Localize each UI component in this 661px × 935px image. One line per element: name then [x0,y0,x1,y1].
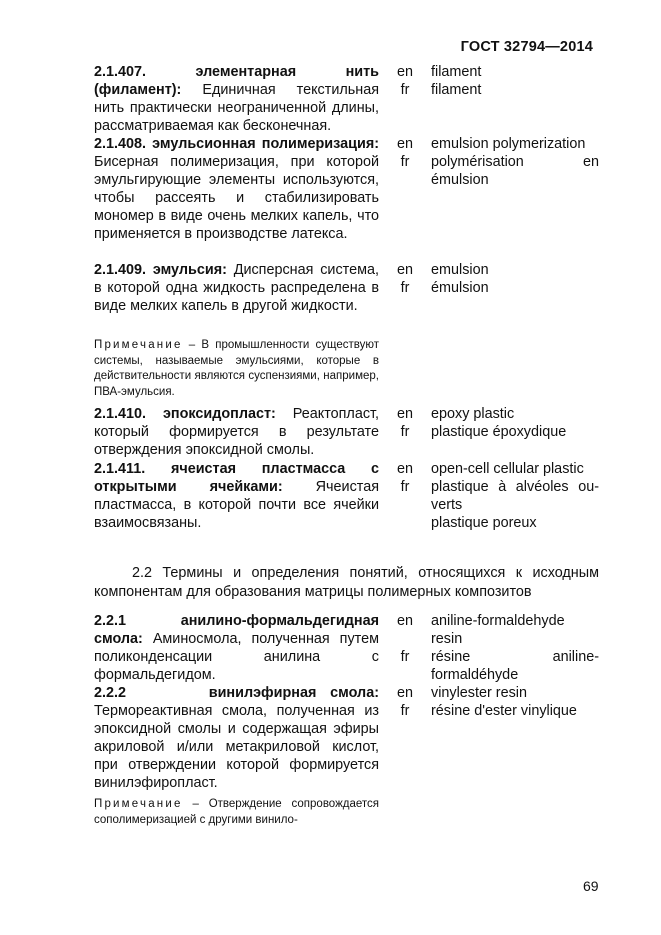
term-definition: Реактопласт, который формируется в результате отверждения эпоксидной смолы. [94,406,380,458]
note-text: – Отверждение сопровождается сополимеризацией с другими винило- [94,798,379,826]
term-definition: Термореактивная смола, полученная из эпоксидной смолы и содержащая эфиры акриловой и/или метакриловой кислот, при отверждении которой формируется винилэфиропласт. [94,702,379,791]
term-entry-2-1-407 [94,64,379,136]
lang-code-fr: fr [400,154,410,170]
term-name: элементарная нить (филамент): [94,64,380,98]
term-number: 2.1.410. [94,406,147,422]
term-definition: Дисперсная система, в которой одна жидкость распределена в виде мелких капель в другой жидкости. [94,262,379,314]
term-number: 2.2.2 [94,685,127,701]
lang-code-en: en [396,406,413,422]
note-2-1-409 [94,338,379,400]
lang-code-en: en [396,685,413,701]
equivalent-fr-continued: verts [431,497,463,513]
term-name: анилино-формальдегидная смола: [94,613,379,647]
lang-code-en: en [396,613,413,629]
equivalent-en: aniline-formaldehyde [431,613,565,629]
equivalent-en: epoxy plastic [431,406,515,422]
lang-code-fr: fr [400,280,410,296]
note-label: Примечание [94,798,183,810]
term-definition: Аминосмола, полученная путем поликонденсации анилина с формальдегидом. [94,630,379,683]
equivalent-en: filament [431,64,482,80]
term-entry-2-1-408 [94,136,379,243]
term-name: эпоксидопласт: [162,406,276,422]
document-header: ГОСТ 32794—2014 [460,39,593,55]
term-number: 2.1.411. [94,461,146,477]
term-definition: Бисерная полимеризация, при которой эмульгирующие элементы используются, чтобы рассеять и стабилизировать мономер в виде очень мелких капель, что применяется в производстве латекса. [94,153,379,242]
term-entry-2-1-409 [94,262,379,316]
section-heading-2-2: 2.2 Термины и определения понятий, относящихся к исходным компонентам для образования матрицы полимерных композитов [94,565,599,600]
term-definition: Ячеистая пластмасса, в которой почти все ячейки взаимосвязаны. [94,478,380,531]
equivalent-en: open-cell cellular plastic [431,461,584,477]
term-number: 2.1.409. [94,262,147,278]
equivalent-fr: résine d'ester vinylique [431,703,577,719]
term-name: ячеистая пластмасса с открытыми ячейками: [94,461,379,495]
equivalent-fr-alternative: plastique poreux [431,515,537,531]
lang-code-en: en [396,64,413,80]
equivalent-en: emulsion polymerization [431,136,586,152]
term-number: 2.2.1 [94,613,127,629]
term-definition: Единичная текстильная нить практически неограниченной длины, рассматриваемая как бесконечная. [94,81,379,134]
lang-code-fr: fr [400,82,410,98]
page-number: 69 [583,878,599,894]
lang-code-en: en [396,461,413,477]
equivalent-en-continued: resin [431,631,463,647]
term-name: эмульсия: [152,262,227,278]
term-entry-2-1-411 [94,461,379,533]
lang-code-fr: fr [400,479,410,495]
equivalent-en: emulsion [431,262,489,278]
term-entry-2-2-2 [94,685,379,792]
term-name: эмульсионная полимеризация: [152,136,380,152]
note-2-2-2 [94,797,379,828]
note-text: – В промышленности существуют системы, называемые эмульсиями, которые в действительности являются суспензиями, например, ПВА-эмульсия. [94,339,379,398]
equivalent-fr: émulsion [431,280,489,296]
equivalent-fr: polymérisation en [431,154,599,170]
equivalent-fr-continued: formaldéhyde [431,667,519,683]
equivalent-en: vinylester resin [431,685,527,701]
equivalent-fr: plastique à alvéoles ou- [431,479,599,495]
note-label: Примечание [94,339,183,351]
term-entry-2-1-410 [94,406,379,460]
equivalent-fr: plastique époxydique [431,424,567,440]
term-number: 2.1.408. [94,136,147,152]
equivalent-fr: résine aniline- [431,649,599,665]
lang-code-fr: fr [400,424,410,440]
term-entry-2-2-1 [94,613,379,685]
term-name: винилэфирная смола: [208,685,379,701]
lang-code-en: en [396,262,413,278]
lang-code-en: en [396,136,413,152]
term-number: 2.1.407. [94,64,147,80]
lang-code-fr: fr [400,649,410,665]
lang-code-fr: fr [400,703,410,719]
equivalent-fr: filament [431,82,482,98]
equivalent-fr-continued: émulsion [431,172,489,188]
